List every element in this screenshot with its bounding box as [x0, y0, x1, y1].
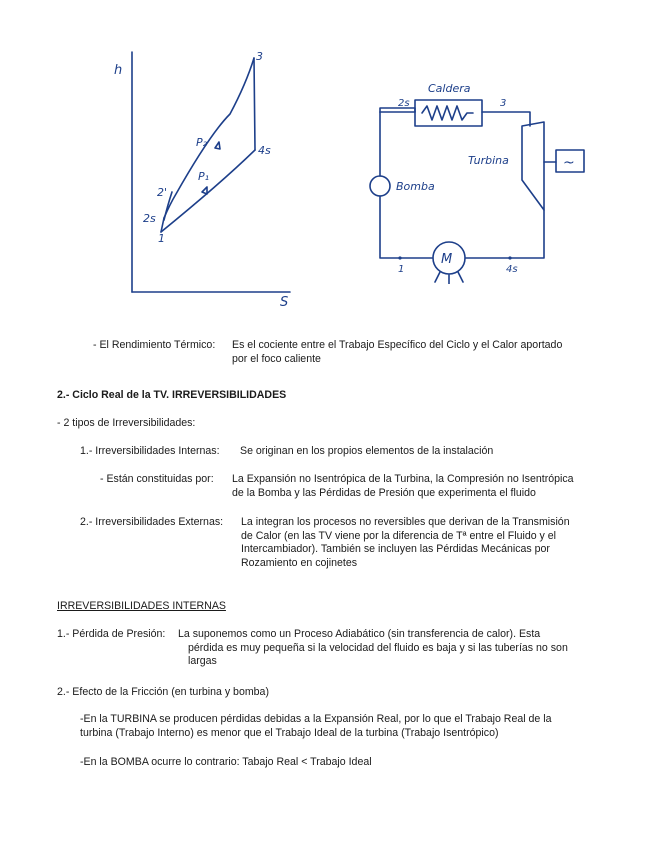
turbina-line1: -En la TURBINA se producen pérdidas debidas a la Expansión Real, por lo que el Trabajo Real de la — [80, 713, 552, 725]
rendimiento-line2: por el foco caliente — [232, 352, 321, 365]
section2-title: 2.- Ciclo Real de la TV. IRREVERSIBILIDADES — [57, 389, 287, 401]
externas-line3: Intercambiador). También se incluyen las Pérdidas Mecánicas por — [241, 543, 550, 556]
y-axis-label: h — [114, 63, 123, 78]
point-2s: 2s — [143, 212, 156, 225]
externas-line1: La integran los procesos no reversibles que derivan de la Transmisión — [241, 516, 570, 528]
externas-paragraph — [80, 516, 620, 572]
perdida-text — [178, 628, 568, 669]
externas-label: 2.- Irreversibilidades Externas: — [80, 516, 224, 528]
perdida-line3: largas — [188, 655, 217, 668]
constituidas-line1: La Expansión no Isentrópica de la Turbina, la Compresión no Isentrópica — [232, 473, 574, 485]
node-2s: 2s — [398, 98, 410, 109]
perdida-line2: pérdida es muy pequeña si la velocidad del fluido es baja y si las tuberías no son — [188, 641, 568, 654]
point-4s: 4s — [258, 144, 271, 157]
node-4s-dot — [508, 256, 511, 259]
rendimiento-label: - El Rendimiento Térmico: — [93, 339, 216, 351]
point-p1: P₁ — [198, 170, 210, 183]
curve-expansion — [254, 58, 255, 150]
node-4s: 4s — [506, 264, 518, 275]
externas-line2: de Calor (en las TV viene por la diferencia de Tª entre el Fluido y el — [241, 529, 557, 542]
internas-text: Se originan en los propios elementos de la instalación — [240, 445, 494, 457]
constituidas-line2: de la Bomba y las Pérdidas de Presión que experimenta el fluido — [232, 486, 536, 499]
turbina-label: Turbina — [468, 154, 509, 167]
generator-symbol: ~ — [563, 155, 575, 171]
rendimiento-text — [232, 339, 562, 366]
perdida-line1: La suponemos como un Proceso Adiabático (sin transferencia de calor). Esta — [178, 628, 541, 640]
caldera-resistor — [422, 106, 473, 120]
externas-line4: Rozamiento en cojinetes — [241, 556, 358, 569]
pipe-top-right — [482, 112, 530, 126]
turbina-line2: turbina (Trabajo Interno) es menor que el Trabajo Ideal de la turbina (Trabajo Isentrópico) — [80, 726, 499, 739]
bomba-label: Bomba — [396, 180, 435, 193]
cycle-diagram — [360, 72, 596, 284]
internas-paragraph — [80, 445, 580, 459]
constituidas-label: - Están constituidas por: — [100, 473, 214, 485]
point-p2: P₂ — [196, 136, 208, 149]
pipe-left-lower — [380, 196, 432, 258]
bomba-text: -En la BOMBA ocurre lo contrario: Tabajo Real < Trabajo Ideal — [80, 756, 372, 768]
curve-heating — [164, 58, 254, 218]
pipe-bottom-right — [466, 210, 544, 258]
turbina-shape — [522, 122, 544, 210]
x-axis-label: S — [280, 295, 289, 310]
hs-diagram — [110, 44, 310, 312]
point-2prime: 2' — [157, 186, 168, 199]
point-1: 1 — [158, 232, 165, 245]
arrow-p2 — [215, 142, 220, 149]
condensador-symbol: M — [441, 252, 453, 267]
friccion-text: 2.- Efecto de la Fricción (en turbina y bomba) — [57, 686, 269, 698]
perdida-label: 1.- Pérdida de Presión: — [57, 628, 166, 640]
perdida-paragraph — [57, 628, 617, 670]
constituidas-paragraph — [100, 473, 620, 501]
rendimiento-paragraph — [93, 339, 613, 367]
node-3: 3 — [500, 98, 507, 109]
point-3: 3 — [256, 50, 263, 63]
turbina-paragraph — [80, 713, 620, 741]
constituidas-text — [232, 473, 574, 500]
bomba-circle — [370, 176, 390, 196]
curve-condensation — [161, 150, 255, 232]
rendimiento-line1: Es el cociente entre el Trabajo Específico del Ciclo y el Calor aportado — [232, 339, 563, 351]
node-1: 1 — [398, 264, 405, 275]
internas-label: 1.- Irreversibilidades Internas: — [80, 445, 220, 457]
externas-text — [241, 516, 570, 570]
arrow-p1 — [202, 187, 207, 194]
caldera-label: Caldera — [428, 82, 471, 95]
internas-heading: IRREVERSIBILIDADES INTERNAS — [57, 600, 226, 612]
node-1-dot — [398, 256, 401, 259]
tipos-text: - 2 tipos de Irreversibilidades: — [57, 417, 196, 429]
